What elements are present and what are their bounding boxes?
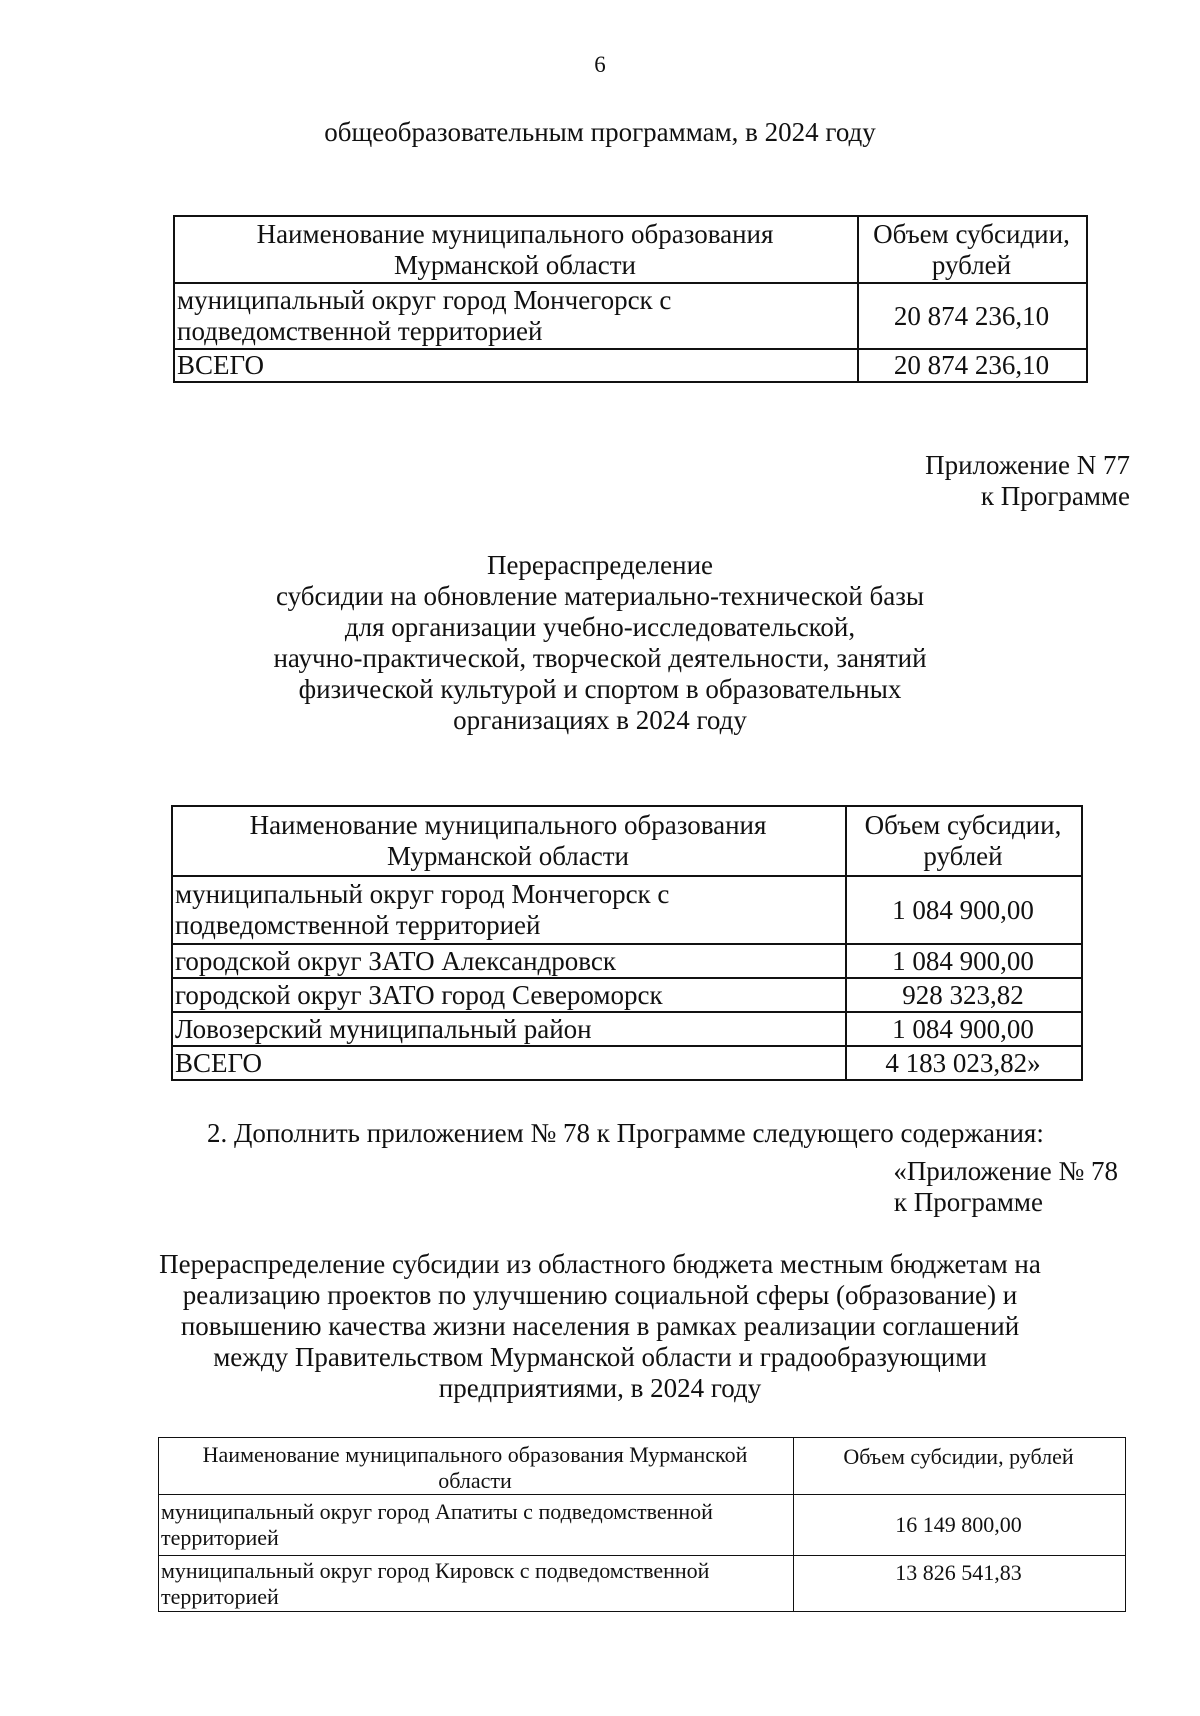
- table2-total-label: ВСЕГО: [172, 1046, 846, 1080]
- table2-row-name: Ловозерский муниципальный район: [172, 1012, 846, 1046]
- table3-row-name: муниципальный округ город Кировск с подведомственной территорией: [159, 1556, 794, 1612]
- table2-header-value: Объем субсидии, рублей: [846, 806, 1082, 876]
- subsidy-table-3: [158, 1437, 1126, 1612]
- table-row: [172, 978, 1082, 1012]
- table2-row-name: городской округ ЗАТО Александровск: [172, 944, 846, 978]
- table2-row-name: муниципальный округ город Мончегорск с подведомственной территорией: [172, 876, 846, 944]
- table1-total-label: ВСЕГО: [174, 349, 858, 382]
- table3-header-value: Объем субсидии, рублей: [794, 1438, 1126, 1495]
- table3-row-value: 13 826 541,83: [794, 1556, 1126, 1612]
- table1-header-name: Наименование муниципального образования Мурманской области: [174, 216, 858, 283]
- table-row: [172, 876, 1082, 944]
- table1-header-value: Объем субсидии, рублей: [858, 216, 1087, 283]
- appendix-78-label: «Приложение № 78 к Программе: [893, 1156, 1118, 1217]
- table2-row-name: городской округ ЗАТО город Североморск: [172, 978, 846, 1012]
- table-row: [172, 1012, 1082, 1046]
- table-row-total: [174, 349, 1087, 382]
- table3-row-name: муниципальный округ город Апатиты с подведомственной территорией: [159, 1495, 794, 1556]
- table3-header-name: Наименование муниципального образования Мурманской области: [159, 1438, 794, 1495]
- table-row: [159, 1556, 1126, 1612]
- table2-header-name: Наименование муниципального образования Мурманской области: [172, 806, 846, 876]
- table-row: [159, 1495, 1126, 1556]
- table3-row-value: 16 149 800,00: [794, 1495, 1126, 1556]
- page-number: 6: [594, 52, 606, 77]
- table2-row-value: 1 084 900,00: [846, 944, 1082, 978]
- table2-total-value: 4 183 023,82»: [846, 1046, 1082, 1080]
- subsidy-table-2: [171, 805, 1083, 1081]
- section-78-title: Перераспределение субсидии из областного бюджета местным бюджетам на реализацию проектов по улучшению социальной сферы (образование) и повышению качества жизни населения в рамках реализации соглашений между Правительством Мурманской области и градообразующими предприятиями, в 2024 году: [159, 1249, 1041, 1403]
- table1-row-name: муниципальный округ город Мончегорск с подведомственной территорией: [174, 283, 858, 349]
- table2-row-value: 928 323,82: [846, 978, 1082, 1012]
- table-row: [174, 283, 1087, 349]
- appendix-77-label: Приложение N 77 к Программе: [925, 450, 1130, 511]
- table1-total-value: 20 874 236,10: [858, 349, 1087, 382]
- item-2-text: 2. Дополнить приложением № 78 к Программе следующего содержания:: [207, 1118, 1044, 1148]
- table2-row-value: 1 084 900,00: [846, 876, 1082, 944]
- section-77-title: Перераспределение субсидии на обновление материально-технической базы для организации учебно-исследовательской, научно-практической, творческой деятельности, занятий физической культурой и спортом в образовательных организациях в 2024 году: [273, 550, 927, 735]
- table1-row-value: 20 874 236,10: [858, 283, 1087, 349]
- table-row-total: [172, 1046, 1082, 1080]
- top-line: общеобразовательным программам, в 2024 году: [324, 117, 876, 147]
- table2-row-value: 1 084 900,00: [846, 1012, 1082, 1046]
- subsidy-table-1: [173, 215, 1088, 383]
- table-row: [172, 944, 1082, 978]
